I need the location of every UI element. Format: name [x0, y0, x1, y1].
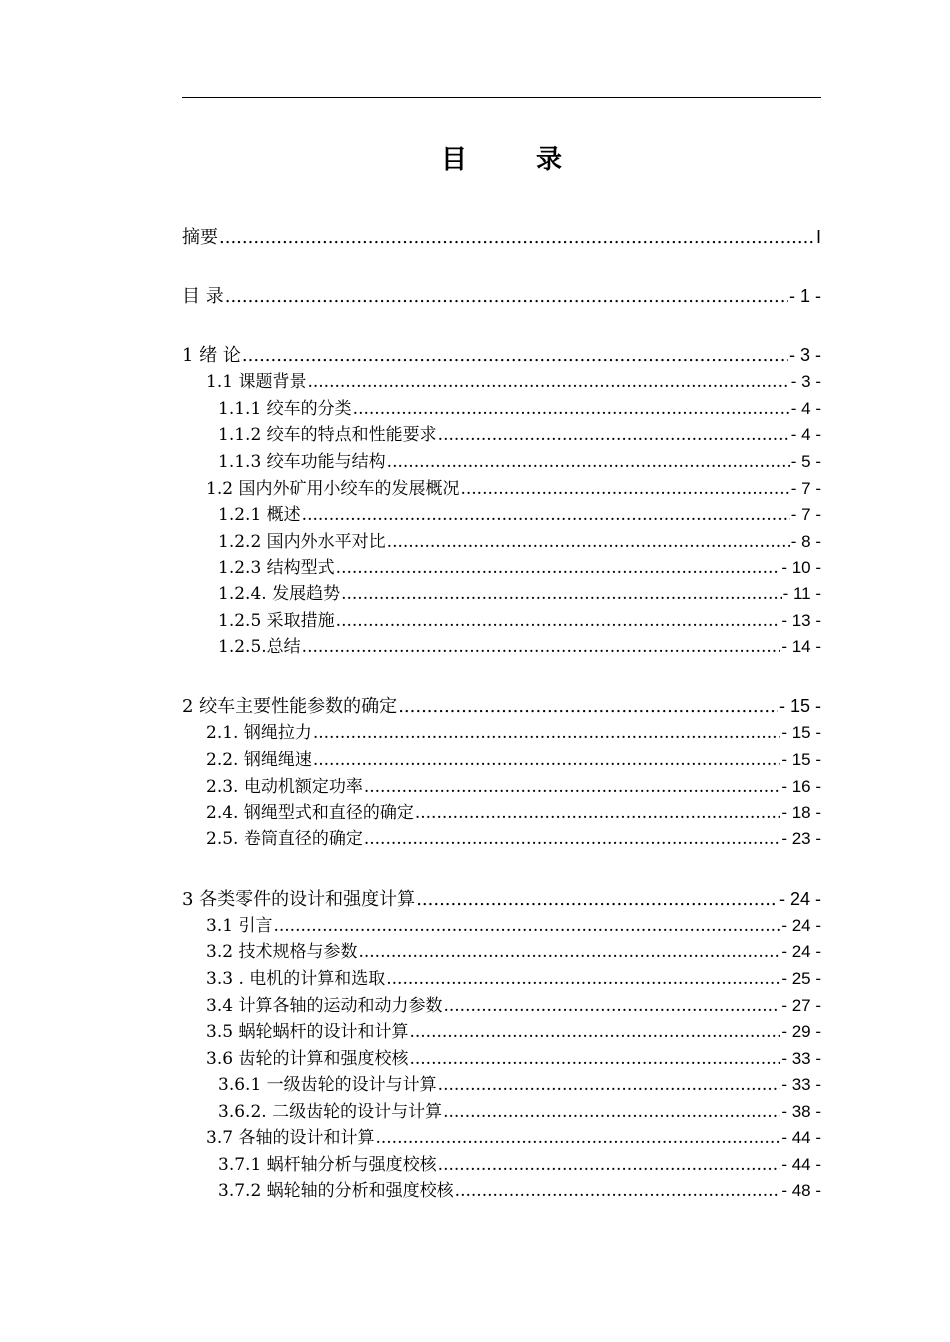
toc-entry[interactable]	[182, 1072, 821, 1098]
toc-entry[interactable]	[182, 1099, 821, 1125]
toc-entry[interactable]	[182, 1046, 821, 1072]
toc-entry[interactable]	[182, 422, 821, 448]
toc-entry-page: - 14 -	[781, 637, 821, 656]
toc-entry-page: - 27 -	[781, 996, 821, 1015]
toc-dot-leader	[455, 1178, 781, 1204]
toc-entry-page: - 24 -	[781, 942, 821, 961]
toc-entry-page: - 8 -	[790, 532, 821, 551]
toc-dot-leader	[219, 225, 815, 251]
toc-entry-label: 2.2. 钢绳绳速	[206, 750, 312, 770]
toc-entry[interactable]	[182, 886, 821, 912]
toc-dot-leader	[409, 1046, 780, 1072]
toc-dot-leader	[387, 529, 790, 555]
toc-entry[interactable]	[182, 634, 821, 660]
toc-entry[interactable]	[182, 529, 821, 555]
toc-entry-label: 3.6.1 一级齿轮的设计与计算	[218, 1075, 437, 1095]
toc-entry-page: - 29 -	[781, 1022, 821, 1041]
toc-entry[interactable]	[182, 1178, 821, 1204]
toc-entry-label: 1.2.3 结构型式	[218, 558, 335, 578]
toc-dot-leader	[398, 694, 778, 720]
toc-entry-label: 2.1. 钢绳拉力	[206, 723, 312, 743]
toc-dot-leader	[460, 476, 789, 502]
toc-entry-page: - 13 -	[781, 611, 821, 630]
toc-entry[interactable]	[182, 913, 821, 939]
toc-entry-page: - 7 -	[790, 479, 821, 498]
toc-entry-page: - 25 -	[781, 969, 821, 988]
toc-dot-leader	[341, 581, 782, 607]
toc-entry-label: 3.5 蜗轮蜗杆的设计和计算	[206, 1022, 409, 1042]
toc-dot-leader	[416, 887, 778, 913]
toc-entry-page: - 23 -	[781, 829, 821, 848]
toc-entry-page: - 15 -	[781, 750, 821, 769]
toc-entry[interactable]	[182, 800, 821, 826]
toc-entry-label: 3.3 . 电机的计算和选取	[206, 969, 386, 989]
toc-entry-label: 1.2 国内外矿用小绞车的发展概况	[206, 479, 460, 499]
toc-entry[interactable]	[182, 1019, 821, 1045]
toc-entry-page: - 15 -	[781, 723, 821, 742]
toc-dot-leader	[313, 720, 780, 746]
toc-dot-leader	[364, 826, 780, 852]
toc-entry[interactable]	[182, 476, 821, 502]
toc-entry-page: - 18 -	[781, 803, 821, 822]
toc-entry-label: 3.2 技术规格与参数	[206, 942, 358, 962]
toc-entry[interactable]	[182, 449, 821, 475]
toc-entry-label: 目 录	[182, 286, 224, 307]
toc-entry[interactable]	[182, 720, 821, 746]
toc-entry-label: 1.1.1 绞车的分类	[218, 399, 352, 419]
toc-entry-page: - 4 -	[790, 425, 821, 444]
toc-entry[interactable]	[182, 693, 821, 719]
toc-entry[interactable]	[182, 747, 821, 773]
toc-entry-label: 1.1 课题背景	[206, 372, 307, 392]
toc-dot-leader	[242, 343, 788, 369]
toc-entry-label: 3.6 齿轮的计算和强度校核	[206, 1049, 409, 1069]
toc-dot-leader	[353, 396, 790, 422]
toc-dot-leader	[443, 993, 780, 1019]
page-title: 目 录	[440, 145, 593, 175]
toc-entry-page: - 7 -	[790, 505, 821, 524]
toc-entry-page: - 10 -	[781, 558, 821, 577]
toc-entry-label: 1.2.2 国内外水平对比	[218, 532, 386, 552]
toc-entry-page: - 33 -	[781, 1049, 821, 1068]
toc-dot-leader	[302, 634, 781, 660]
toc-dot-leader	[336, 555, 781, 581]
toc-dot-leader	[302, 502, 790, 528]
toc-entry[interactable]	[182, 1125, 821, 1151]
toc-entry[interactable]	[182, 774, 821, 800]
toc-dot-leader	[375, 1125, 780, 1151]
toc-entry-page: - 24 -	[778, 889, 821, 909]
toc-entry-label: 2.3. 电动机额定功率	[206, 777, 363, 797]
toc-dot-leader	[307, 369, 789, 395]
toc-entry-page: - 3 -	[790, 372, 821, 391]
toc-dot-leader	[438, 422, 790, 448]
toc-entry-label: 摘要	[182, 227, 218, 248]
toc-entry-page: - 48 -	[781, 1181, 821, 1200]
toc-entry[interactable]	[182, 342, 821, 368]
toc-entry-page: - 15 -	[778, 696, 821, 716]
toc-entry-label: 1.2.4. 发展趋势	[218, 584, 341, 604]
toc-entry-page: - 24 -	[781, 916, 821, 935]
toc-entry-label: 1 绪 论	[182, 345, 241, 366]
toc-dot-leader	[273, 913, 780, 939]
toc-entry[interactable]	[182, 1152, 821, 1178]
toc-entry-label: 2.4. 钢绳型式和直径的确定	[206, 803, 414, 823]
toc-entry[interactable]	[182, 283, 821, 309]
toc-entry-label: 1.1.3 绞车功能与结构	[218, 452, 386, 472]
toc-entry-label: 3.7.1 蜗杆轴分析与强度校核	[218, 1155, 437, 1175]
toc-entry[interactable]	[182, 826, 821, 852]
toc-entry[interactable]	[182, 966, 821, 992]
toc-dot-leader	[443, 1099, 780, 1125]
toc-entry[interactable]	[182, 555, 821, 581]
toc-entry[interactable]	[182, 581, 821, 607]
toc-entry[interactable]	[182, 396, 821, 422]
toc-entry[interactable]	[182, 993, 821, 1019]
toc-entry-label: 3.7 各轴的设计和计算	[206, 1128, 375, 1148]
header-rule	[182, 97, 821, 98]
toc-entry-label: 1.2.5 采取措施	[218, 611, 335, 631]
toc-entry[interactable]	[182, 224, 821, 250]
toc-entry[interactable]	[182, 369, 821, 395]
toc-entry-page: - 38 -	[781, 1102, 821, 1121]
toc-entry-page: - 3 -	[788, 345, 821, 365]
toc-entry-label: 1.2.1 概述	[218, 505, 301, 525]
toc-entry-label: 2.5. 卷筒直径的确定	[206, 829, 363, 849]
toc-entry-label: 1.1.2 绞车的特点和性能要求	[218, 425, 437, 445]
toc-dot-leader	[336, 608, 781, 634]
toc-dot-leader	[386, 966, 780, 992]
toc-dot-leader	[358, 939, 780, 965]
toc-entry[interactable]	[182, 502, 821, 528]
toc-dot-leader	[438, 1072, 781, 1098]
toc-entry-label: 3.7.2 蜗轮轴的分析和强度校核	[218, 1181, 454, 1201]
toc-entry-page: - 11 -	[782, 584, 821, 603]
toc-dot-leader	[438, 1152, 781, 1178]
toc-entry-page: - 44 -	[781, 1128, 821, 1147]
toc-entry[interactable]	[182, 939, 821, 965]
toc-entry-page: - 16 -	[781, 777, 821, 796]
toc-entry-page: - 1 -	[788, 286, 821, 306]
toc-dot-leader	[313, 747, 780, 773]
toc-entry-page: - 44 -	[781, 1155, 821, 1174]
toc-entry-label: 1.2.5.总结	[218, 637, 301, 657]
toc-entry-page: - 5 -	[790, 452, 821, 471]
toc-dot-leader	[387, 449, 790, 475]
toc-entry-page: I	[815, 227, 821, 247]
toc-entry-label: 3.4 计算各轴的运动和动力参数	[206, 996, 443, 1016]
toc-entry-label: 3.1 引言	[206, 916, 273, 936]
toc-entry[interactable]	[182, 608, 821, 634]
toc-dot-leader	[364, 774, 780, 800]
toc-entry-label: 2 绞车主要性能参数的确定	[182, 696, 398, 717]
toc-entry-page: - 4 -	[790, 399, 821, 418]
toc-dot-leader	[225, 284, 788, 310]
toc-dot-leader	[409, 1019, 780, 1045]
toc-entry-label: 3 各类零件的设计和强度计算	[182, 889, 416, 910]
toc-entry-label: 3.6.2. 二级齿轮的设计与计算	[218, 1102, 443, 1122]
toc-entry-page: - 33 -	[781, 1075, 821, 1094]
toc-dot-leader	[415, 800, 780, 826]
